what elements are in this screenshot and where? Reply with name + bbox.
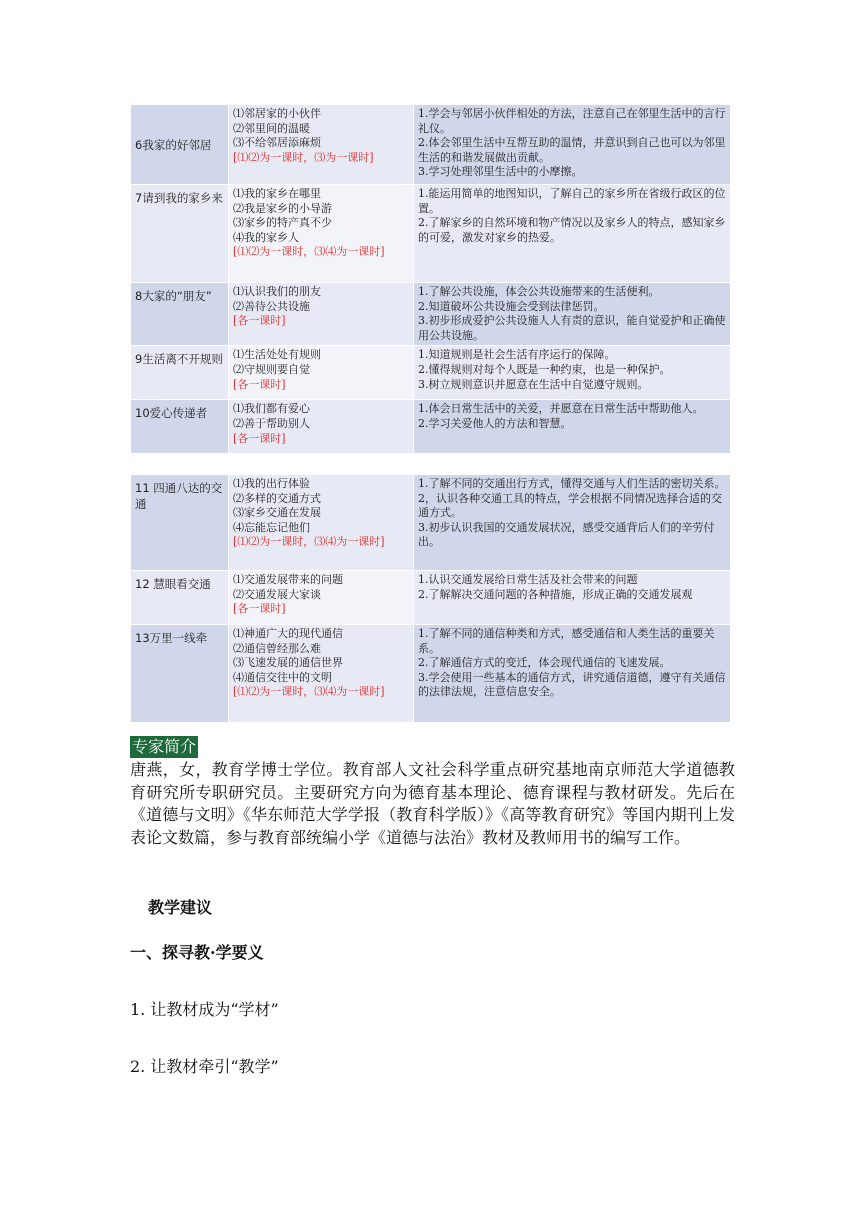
goal-item: 1.了解不同的交通出行方式，懂得交通与人们生活的密切关系。: [418, 477, 726, 490]
lesson-list: [229, 105, 414, 185]
lesson-item: ⑵善于帮助别人: [233, 416, 310, 430]
lesson-list: [229, 185, 414, 283]
goal-list: [414, 346, 731, 400]
lesson-list: [229, 571, 414, 625]
table-row: [131, 105, 731, 185]
goal-item: 1.了解不同的通信种类和方式，感受通信和人类生活的重要关系。: [418, 627, 715, 655]
lesson-item: ⑷我的家乡人: [233, 230, 299, 244]
lesson-item: ⑵善待公共设施: [233, 299, 310, 313]
lesson-item: ⑵多样的交通方式: [233, 491, 321, 505]
table-row: [131, 571, 731, 625]
lesson-item: ⑶不给邻居添麻烦: [233, 136, 321, 150]
table-row: [131, 400, 731, 454]
lesson-list: [229, 400, 414, 454]
unit-name: 6我家的好邻居: [131, 105, 229, 185]
list-item: 1. 让教材成为“学材”: [130, 1000, 279, 1019]
lesson-list: [229, 475, 414, 571]
list-item: 2. 让教材牵引“教学”: [130, 1057, 279, 1076]
lesson-item: ⑴我的出行体验: [233, 477, 310, 490]
unit-name: 8大家的“朋友”: [131, 283, 229, 346]
section-title: 教学建议: [148, 898, 213, 917]
lesson-item: ⑷忘能忘记他们: [233, 520, 310, 534]
goal-item: 1.认识交通发展给日常生活及社会带来的问题: [418, 573, 638, 586]
lesson-item: ⑶家乡交通在发展: [233, 506, 321, 520]
goal-item: 1.能运用简单的地图知识，了解自己的家乡所在省级行政区的位置。: [418, 187, 726, 215]
lesson-item: ⑴我们都有爱心: [233, 402, 310, 416]
schedule-note: [⑴⑵为一课时，⑶⑷为一课时]: [233, 245, 385, 259]
goal-item: 2.了解通信方式的变迁，体会现代通信的飞速发展。: [418, 656, 671, 670]
lesson-item: ⑴神通广大的现代通信: [233, 627, 343, 640]
table-row: [131, 625, 731, 723]
goal-list: [414, 475, 731, 571]
expert-intro-tag: 专家简介: [132, 737, 197, 756]
lesson-item: ⑵邻里间的温暖: [233, 121, 310, 135]
goal-list: [414, 105, 731, 185]
unit-name: 10爱心传递者: [131, 400, 229, 454]
goal-item: 1.了解公共设施，体会公共设施带来的生活便利。: [418, 285, 660, 298]
unit-table-1: [130, 104, 731, 454]
unit-table-2: [130, 474, 731, 723]
lesson-item: ⑶飞速发展的通信世界: [233, 656, 343, 670]
goal-item: 2.了解家乡的自然环境和物产情况以及家乡人的特点，感知家乡的可爱，激发对家乡的热爱。: [418, 216, 726, 244]
lesson-item: ⑵交通发展大家谈: [233, 587, 321, 601]
lesson-list: [229, 625, 414, 723]
goal-list: [414, 400, 731, 454]
lesson-item: ⑴生活处处有规则: [233, 348, 321, 362]
goal-list: [414, 283, 731, 346]
goal-item: 1.体会日常生活中的关爱，并愿意在日常生活中帮助他人。: [418, 402, 704, 416]
lesson-list: [229, 346, 414, 400]
schedule-note: [各一课时]: [233, 377, 286, 391]
unit-name: 9生活离不开规则: [131, 346, 229, 400]
goal-item: 3.初步认识我国的交通发展状况，感受交通背后人们的辛劳付出。: [418, 520, 715, 549]
goal-item: 1.学会与邻居小伙伴相处的方法，注意自己在邻里生活中的言行礼仪。: [418, 107, 726, 135]
lesson-item: ⑵守规则要自觉: [233, 362, 310, 376]
goal-item: 2，认识各种交通工具的特点，学会根据不同情况选择合适的交通方式。: [418, 491, 722, 520]
goal-item: 3.学会使用一些基本的通信方式，讲究通信道德，遵守有关通信的法律法规，注意信息安全。: [418, 670, 726, 699]
table-row: [131, 283, 731, 346]
unit-name: 13万里一线牵: [131, 625, 229, 723]
goal-item: 1.知道规则是社会生活有序运行的保障。: [418, 348, 616, 362]
goal-list: [414, 571, 731, 625]
expert-bio: 唐燕，女，教育学博士学位。教育部人文社会科学重点研究基地南京师范大学道德教育研究所专职研究员。主要研究方向为德育基本理论、德育课程与教材研发。先后在《道德与文明》《华东师范大学学报（教育科学版）》《高等教育研究》等国内期刊上发表论文数篇，参与教育部统编小学《道德与法治》教材及教师用书的编写工作。: [130, 760, 735, 847]
goal-item: 3.初步形成爱护公共设施人人有责的意识，能自觉爱护和正确使用公共设施。: [418, 314, 726, 342]
goal-list: [414, 625, 731, 723]
schedule-note: [⑴⑵为一课时，⑶为一课时]: [233, 150, 374, 164]
unit-name: 7请到我的家乡来: [131, 185, 229, 283]
goal-item: 3.树立规则意识并愿意在生活中自觉遵守规则。: [418, 377, 649, 391]
goal-item: 3.学习处理邻里生活中的小摩擦。: [418, 165, 583, 179]
lesson-item: ⑴交通发展带来的问题: [233, 573, 343, 586]
lesson-item: ⑵我是家乡的小导游: [233, 201, 332, 215]
lesson-item: ⑴认识我们的朋友: [233, 285, 321, 298]
lesson-list: [229, 283, 414, 346]
lesson-item: ⑶家乡的特产真不少: [233, 216, 332, 230]
goal-item: 2.体会邻里生活中互帮互助的温情，并意识到自己也可以为邻里生活的和谐发展做出贡献。: [418, 136, 726, 164]
goal-item: 2.学习关爱他人的方法和智慧。: [418, 416, 572, 430]
goal-item: 2.懂得规则对每个人既是一种约束，也是一种保护。: [418, 362, 671, 376]
lesson-item: ⑴邻居家的小伙伴: [233, 107, 321, 120]
unit-name: 12 慧眼看交通: [131, 571, 229, 625]
table-row: [131, 185, 731, 283]
lesson-item: ⑷通信交往中的文明: [233, 670, 332, 684]
schedule-note: [各一课时]: [233, 602, 286, 616]
goal-item: 2.知道破坏公共设施会受到法律惩罚。: [418, 299, 605, 313]
lesson-item: ⑴我的家乡在哪里: [233, 187, 321, 200]
schedule-note: [各一课时]: [233, 314, 286, 328]
table-row: [131, 346, 731, 400]
section-heading: 一、探寻教·学要义: [130, 943, 264, 962]
schedule-note: [⑴⑵为一课时，⑶⑷为一课时]: [233, 685, 385, 699]
lesson-item: ⑵通信曾经那么难: [233, 641, 321, 655]
schedule-note: [⑴⑵为一课时，⑶⑷为一课时]: [233, 535, 385, 549]
schedule-note: [各一课时]: [233, 431, 286, 445]
table-row: [131, 475, 731, 571]
goal-item: 2.了解解决交通问题的各种措施，形成正确的交通发展观: [418, 587, 693, 601]
goal-list: [414, 185, 731, 283]
unit-name: 11 四通八达的交通: [131, 475, 229, 571]
